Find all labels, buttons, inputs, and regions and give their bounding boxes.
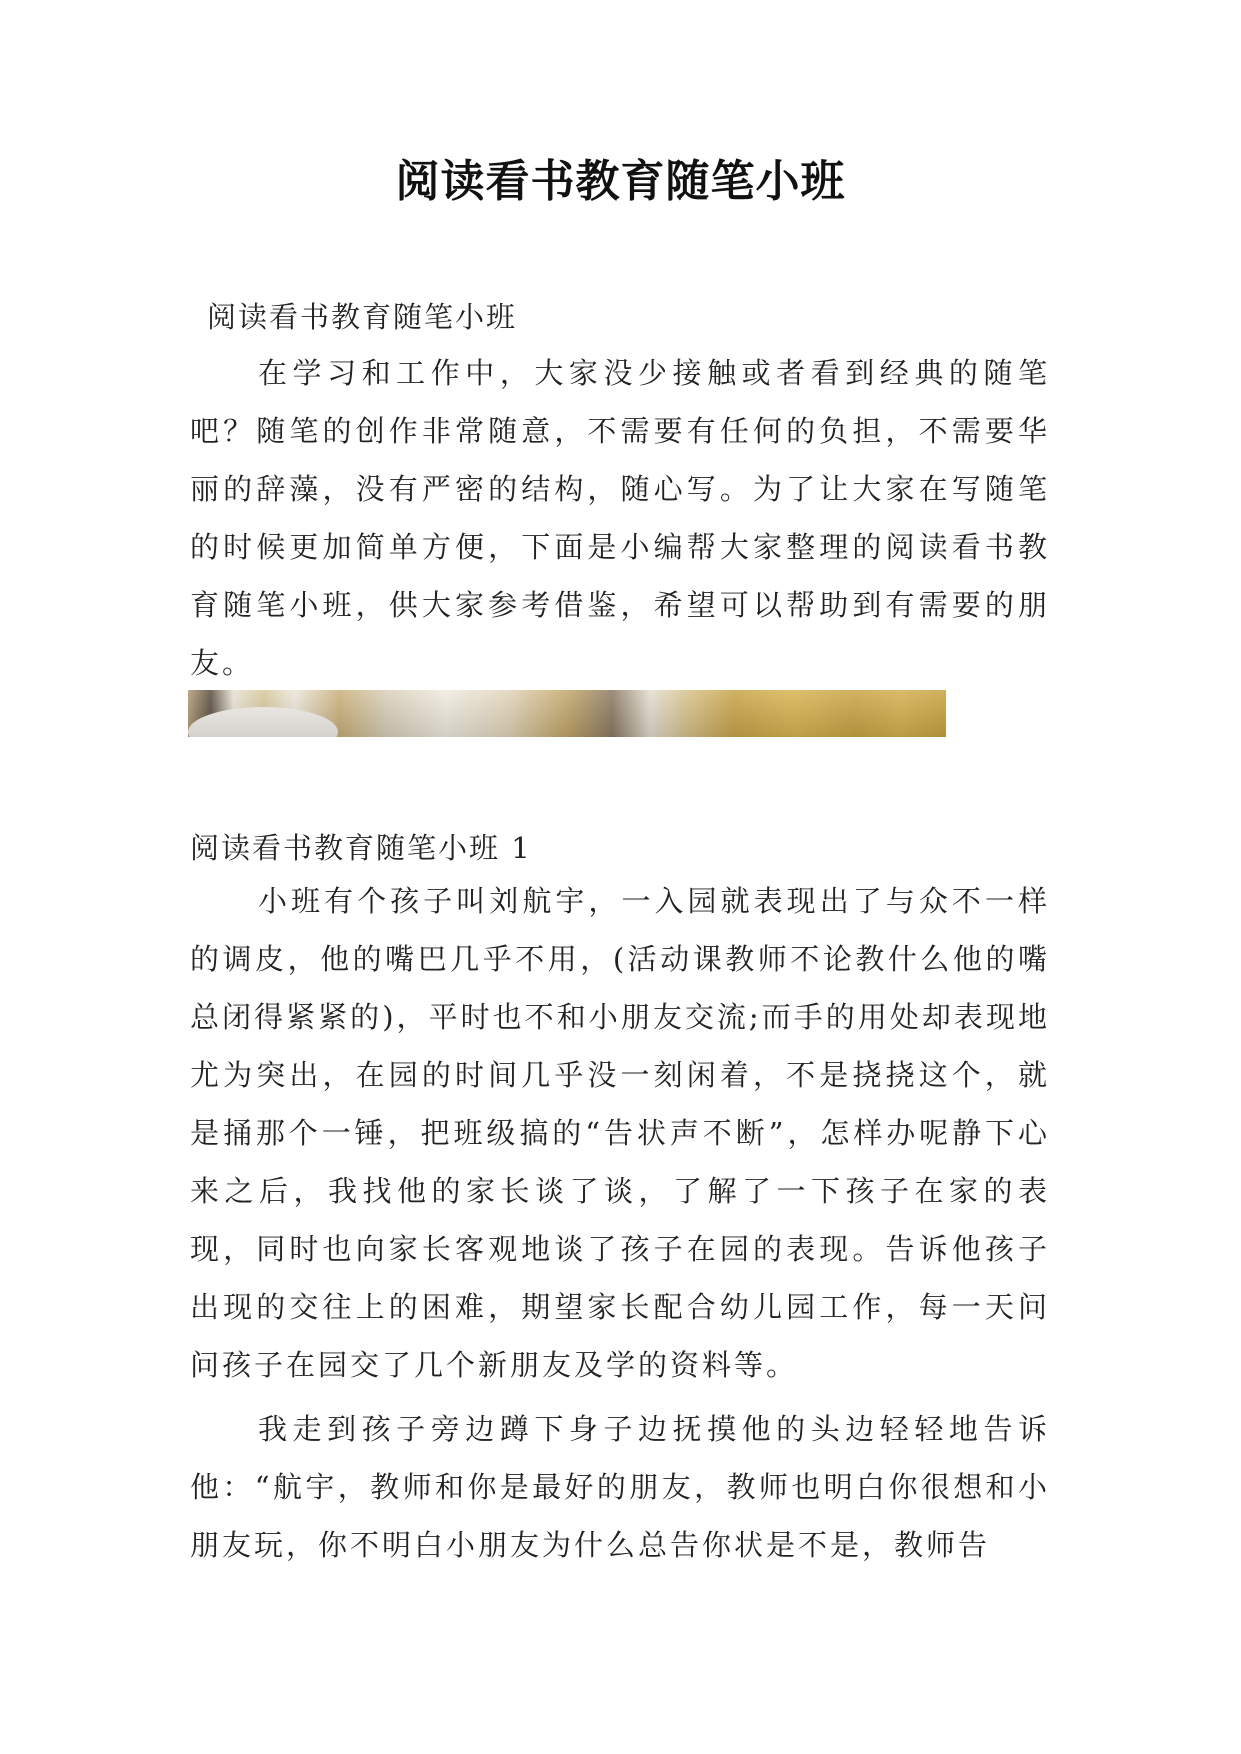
document-subtitle: 阅读看书教育随笔小班 (207, 300, 518, 334)
intro-paragraph: 在学习和工作中，大家没少接触或者看到经典的随笔吧？随笔的创作非常随意，不需要有任何的负担，不需要华丽的辞藻，没有严密的结构，随心写。为了让大家在写随笔的时候更加简单方便，下面是小编帮大家整理的阅读看书教育随笔小班，供大家参考借鉴，希望可以帮助到有需要的朋友。 (190, 356, 1050, 680)
body-paragraph-1: 小班有个孩子叫刘航宇，一入园就表现出了与众不一样的调皮，他的嘴巴几乎不用，(活动课教师不论教什么他的嘴总闭得紧紧的)，平时也不和小朋友交流;而手的用处却表现地尤为突出，在园的时间几乎没一刻闲着，不是挠挠这个，就是捅那个一锤，把班级搞的“告状声不断”，怎样办呢静下心来之后，我找他的家长谈了谈，了解了一下孩子在家的表现，同时也向家长客观地谈了孩子在园的表现。告诉他孩子出现的交往上的困难，期望家长配合幼儿园工作，每一天问问孩子在园交了几个新朋友及学的资料等。 (190, 884, 1050, 1382)
banner-image-shade (188, 690, 946, 737)
document-title: 阅读看书教育随笔小班 (395, 156, 846, 207)
body-paragraph-2: 我走到孩子旁边蹲下身子边抚摸他的头边轻轻地告诉他：“航宇，教师和你是最好的朋友，教师也明白你很想和小朋友玩，你不明白小朋友为什么总告你状是不是，教师告 (190, 1412, 1050, 1562)
banner-image (188, 690, 946, 737)
section-heading: 阅读看书教育随笔小班 1 (190, 831, 532, 865)
